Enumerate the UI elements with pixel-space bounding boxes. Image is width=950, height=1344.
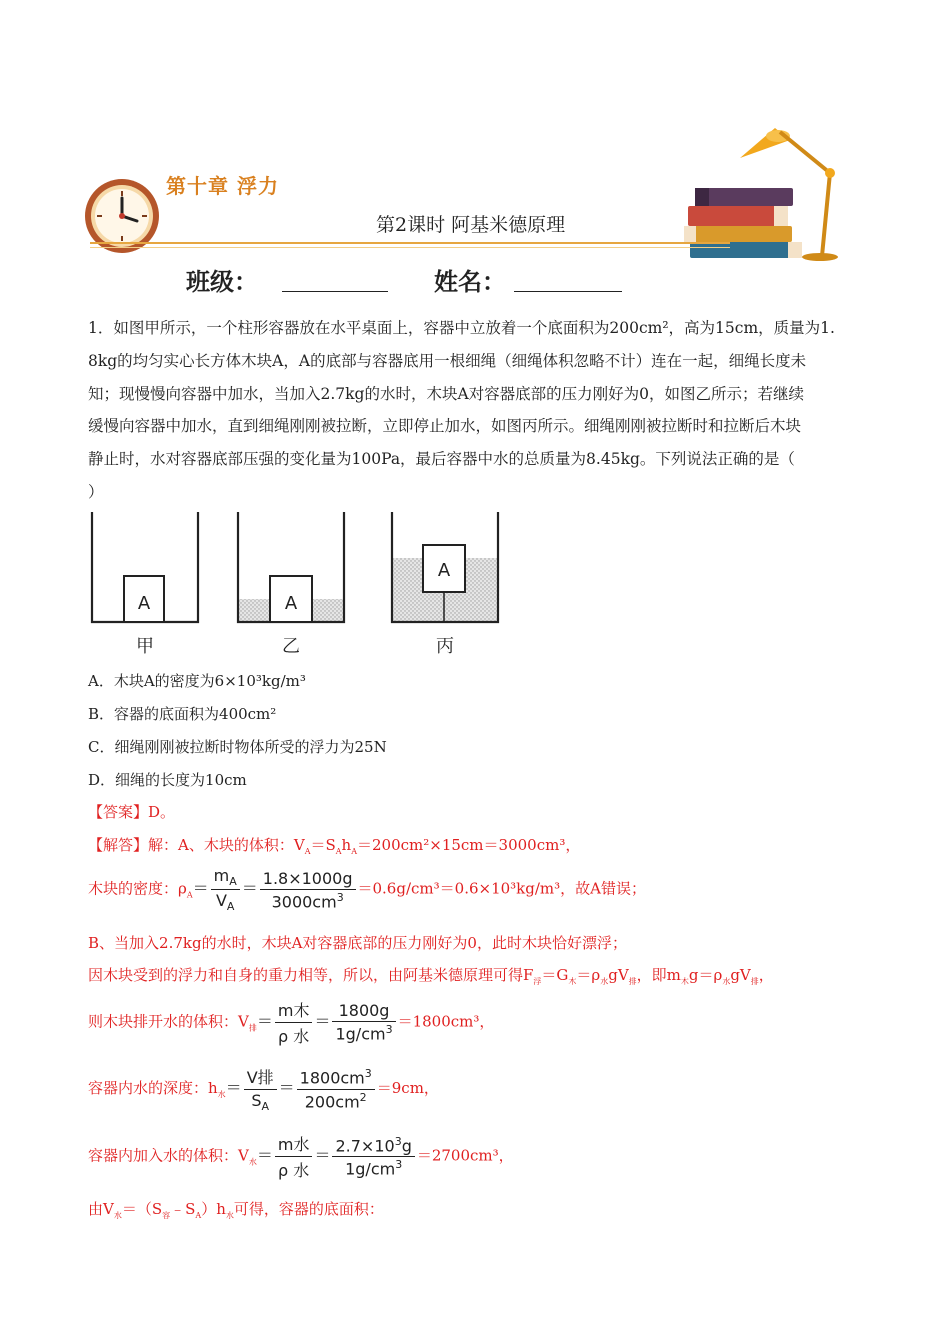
option-b: B．容器的底面积为400cm²: [88, 705, 277, 723]
analysis-line-c: 因木块受到的浮力和自身的重力相等，所以，由阿基米德原理可得$F_浮=G_木=\rho_水gV_排$，即$m_木g=\rho_水gV_排$，: [88, 966, 774, 986]
caption-bing: 丙: [436, 636, 454, 657]
question-stem: [88, 312, 868, 509]
fraction: $\frac{\text{m木}}{\text{ρ 水}}$: [275, 998, 313, 1047]
container-figure: [86, 508, 506, 660]
question-line: ）: [88, 482, 104, 501]
displaced-volume-formula: 则木块排开水的体积：$V_排=$ $\frac{\text{m木}}{\text{ρ 水}}$ ＝ $\frac{1800g}{1g/cm^3}$ ＝1800cm³，: [88, 998, 494, 1047]
clock-icon: [82, 176, 162, 256]
depth-formula: 容器内水的深度：$h_水=$ $\frac{\text{V排}}{S_A}$ ＝ $\frac{1800cm^3}{200cm^2}$ ＝9cm，: [88, 1065, 439, 1113]
container-yi: [238, 512, 344, 622]
fraction: $\frac{1800cm^3}{200cm^2}$: [297, 1067, 375, 1111]
name-label: 姓名：: [434, 267, 506, 296]
fraction: $\frac{m_A}{V_A}$: [211, 866, 240, 913]
block-a-label: A: [437, 560, 451, 581]
class-fill-line: [282, 291, 388, 292]
container-bing: [392, 512, 498, 622]
analysis-last-line: 由$V_水=(S_容﹣S_A)h_水$可得，容器的底面积：: [88, 1200, 384, 1220]
fraction: $\frac{\text{m水}}{\text{ρ 水}}$: [275, 1132, 313, 1181]
water-volume-formula: 容器内加入水的体积：$V_水=$ $\frac{\text{m水}}{\text{ρ 水}}$ ＝ $\frac{2.7\times 10^3g}{1g/cm^3}$ ＝2700cm³，: [88, 1132, 514, 1181]
header-divider-thin: [90, 247, 730, 248]
question-line: 1．如图甲所示，一个柱形容器放在水平桌面上，容器中立放着一个底面积为200cm²，高为15cm，质量为1.: [88, 319, 835, 337]
header-divider: [90, 242, 730, 244]
question-line: 缓慢向容器中加水，直到细绳刚刚被拉断，立即停止加水，如图丙所示。细绳刚刚被拉断时和拉断后木块: [88, 417, 802, 436]
name-fill-line: [514, 291, 622, 292]
analysis-label: 【解答】: [88, 836, 149, 854]
question-line: 知；现慢慢向容器中加水，当加入2.7kg的水时，木块A对容器底部的压力刚好为0，如图乙所示；若继续: [88, 384, 805, 403]
analysis-line-b: B、当加入2.7kg的水时，木块A对容器底部的压力刚好为0，此时木块恰好漂浮；: [88, 934, 627, 952]
block-a-label: A: [137, 593, 151, 614]
lesson-title: 第2课时 阿基米德原理: [376, 214, 566, 236]
fraction: $\frac{2.7\times 10^3g}{1g/cm^3}$: [332, 1135, 414, 1179]
caption-jia: 甲: [136, 636, 154, 657]
caption-yi: 乙: [282, 636, 300, 657]
answer-line: 【答案】D。: [88, 803, 176, 821]
option-d: D．细绳的长度为10cm: [88, 771, 247, 789]
fraction: $\frac{1800g}{1g/cm^3}$: [332, 1001, 395, 1043]
fraction: $\frac{\text{V排}}{S_A}$: [244, 1065, 277, 1113]
analysis-line-1: 【解答】解：A、木块的体积：$V_A=S_Ah_A=200cm^2\times 15cm=3000cm^3$，: [88, 836, 581, 856]
option-c: C．细绳刚刚被拉断时物体所受的浮力为25N: [88, 738, 387, 756]
option-a: A．木块A的密度为6×10³kg/m³: [88, 672, 306, 690]
question-line: 静止时，水对容器底部压强的变化量为100Pa，最后容器中水的总质量为8.45kg。下列说法正确的是（: [88, 450, 795, 469]
chapter-title: 第十章 浮力: [166, 174, 279, 198]
container-jia: [92, 512, 198, 622]
question-line: 8kg的均匀实心长方体木块A，A的底部与容器底用一根细绳（细绳体积忽略不计）连在一起，细绳长度未: [88, 351, 807, 370]
density-formula: 木块的密度：$\rho_A=$ $\frac{m_A}{V_A}$ ＝ $\frac{1.8\times 1000g}{3000cm^3}$ ＝0.6g/cm³＝0.6×10³kg/m³，故A错误；: [88, 866, 646, 914]
fraction: $\frac{1.8\times 1000g}{3000cm^3}$: [260, 869, 356, 911]
block-a-label: A: [284, 593, 298, 614]
class-label: 班级：: [186, 267, 258, 296]
